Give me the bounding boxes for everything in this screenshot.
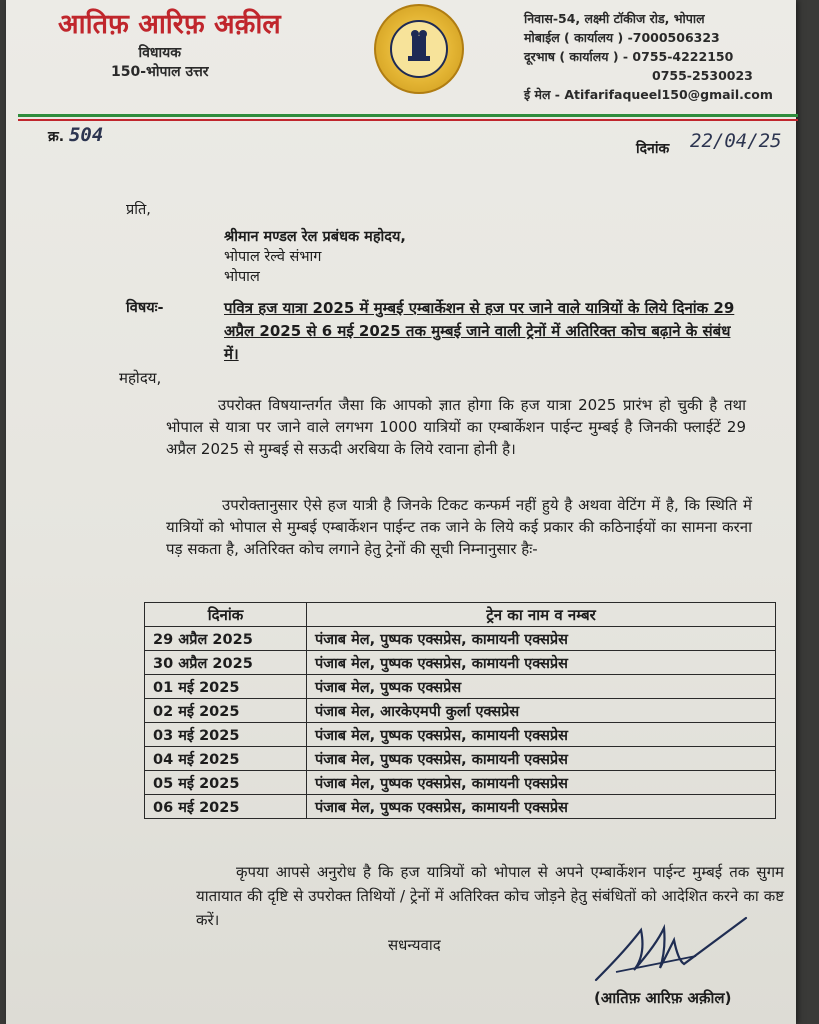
closing-paragraph: कृपया आपसे अनुरोध है कि हज यात्रियों को भोपाल से अपने एम्बार्केशन पाईन्ट मुम्बई तक सुगम यातायात की दृष्टि से उपरोक्त तिथियों / ट्रेनों में अतिरिक्त कोच जोड़ने हेतु संबंधितों को आदेशित करने का कष्ट करें। [196, 863, 784, 929]
letterhead-role [111, 44, 209, 82]
date-value: 22/04/25 [690, 130, 782, 152]
cell-train: पंजाब मेल, पुष्पक एक्सप्रेस [307, 675, 776, 699]
cell-train: पंजाब मेल, पुष्पक एक्सप्रेस, कामायनी एक्सप्रेस [307, 627, 776, 651]
table-row [145, 771, 776, 795]
header-date: दिनांक [145, 603, 307, 627]
address-line: ई मेल - Atifarifaqueel150@gmail.com [524, 87, 773, 102]
recipient-line: भोपाल रेल्वे संभाग [224, 249, 322, 265]
cell-train: पंजाब मेल, पुष्पक एक्सप्रेस, कामायनी एक्सप्रेस [307, 651, 776, 675]
cell-date: 06 मई 2025 [145, 795, 307, 819]
subject-text: पवित्र हज यात्रा 2025 में मुम्बई एम्बार्केशन से हज पर जाने वाले यात्रियों के लिये दिनांक 29 अप्रैल 2025 से 6 मई 2025 तक मुम्बई जाने वाली ट्रेनों में अतिरिक्त कोच बढ़ाने के संबंध में। [224, 299, 735, 363]
cell-date: 30 अप्रैल 2025 [145, 651, 307, 675]
address-line: निवास-54, लक्ष्मी टॉकीज रोड, भोपाल [524, 11, 705, 26]
cell-train: पंजाब मेल, पुष्पक एक्सप्रेस, कामायनी एक्सप्रेस [307, 747, 776, 771]
thanks: सधन्यवाद [388, 936, 441, 954]
address-line: मोबाईल ( कार्यालय ) -7000506323 [524, 30, 720, 45]
reference-number [48, 124, 103, 146]
paragraph-1: उपरोक्त विषयान्तर्गत जैसा कि आपको ज्ञात होगा कि हज यात्रा 2025 प्रारंभ हो चुकी है तथा भोपाल से यात्रा पर जाने वाले लगभग 1000 यात्रियों का एम्बार्केशन पाईन्ट मुम्बई है जिनकी फ्लाईटें 29 अप्रैल 2025 से मुम्बई से सऊदी अरबिया के लिये रवाना होनी है। [166, 396, 746, 458]
letterhead-name: आतिफ़ आरिफ़ अक़ील [58, 9, 281, 40]
designation: विधायक [138, 45, 182, 61]
header-train: ट्रेन का नाम व नम्बर [307, 603, 776, 627]
constituency: 150-भोपाल उत्तर [111, 64, 209, 80]
reference-label: क्र. [48, 129, 65, 145]
cell-train: पंजाब मेल, पुष्पक एक्सप्रेस, कामायनी एक्सप्रेस [307, 723, 776, 747]
cell-date: 05 मई 2025 [145, 771, 307, 795]
prati-label: प्रति, [126, 202, 151, 218]
cell-train: पंजाब मेल, आरकेएमपी कुर्ला एक्सप्रेस [307, 699, 776, 723]
table-row [145, 651, 776, 675]
date-label: दिनांक [636, 141, 670, 157]
cell-date: 04 मई 2025 [145, 747, 307, 771]
letterhead-rule-red [18, 119, 798, 121]
cell-date: 02 मई 2025 [145, 699, 307, 723]
salutation: महोदय, [119, 369, 162, 387]
cell-date: 01 मई 2025 [145, 675, 307, 699]
table-row [145, 723, 776, 747]
paragraph-2: उपरोक्तानुसार ऐसे हज यात्री है जिनके टिकट कन्फर्म नहीं हुये है अथवा वेटिंग में है, कि स्थिति में यात्रियों को भोपाल से मुम्बई एम्बार्केशन पाईन्ट तक जाने के लिये कई प्रकार की कठिनाईयों का सामना करना पड़ सकता है, अतिरिक्त कोच लगाने हेतु ट्रेनों की सूची निम्नानुसार हैः- [166, 496, 752, 558]
reference-value: 504 [68, 124, 104, 146]
cell-date: 29 अप्रैल 2025 [145, 627, 307, 651]
recipient-line: भोपाल [224, 269, 260, 285]
table-row [145, 795, 776, 819]
letter-page [6, 0, 796, 1024]
train-table [144, 602, 776, 819]
official-seal-icon [374, 4, 464, 94]
address-line: 0755-2530023 [652, 68, 753, 83]
cell-train: पंजाब मेल, पुष्पक एक्सप्रेस, कामायनी एक्सप्रेस [307, 795, 776, 819]
letterhead-rule-green [18, 114, 798, 117]
recipient-block [224, 227, 406, 287]
cell-train: पंजाब मेल, पुष्पक एक्सप्रेस, कामायनी एक्सप्रेस [307, 771, 776, 795]
table-row [145, 699, 776, 723]
table-row [145, 675, 776, 699]
recipient-line: श्रीमान मण्डल रेल प्रबंधक महोदय, [224, 229, 406, 245]
address-line: दूरभाष ( कार्यालय ) - 0755-4222150 [524, 49, 734, 64]
table-header-row [145, 603, 776, 627]
signature-icon [586, 910, 756, 990]
subject-label: विषयः- [126, 300, 164, 316]
table-row [145, 627, 776, 651]
letterhead-address [524, 9, 773, 104]
cell-date: 03 मई 2025 [145, 723, 307, 747]
table-row [145, 747, 776, 771]
signatory-name: (आतिफ़ आरिफ़ अक़ील) [594, 989, 732, 1007]
